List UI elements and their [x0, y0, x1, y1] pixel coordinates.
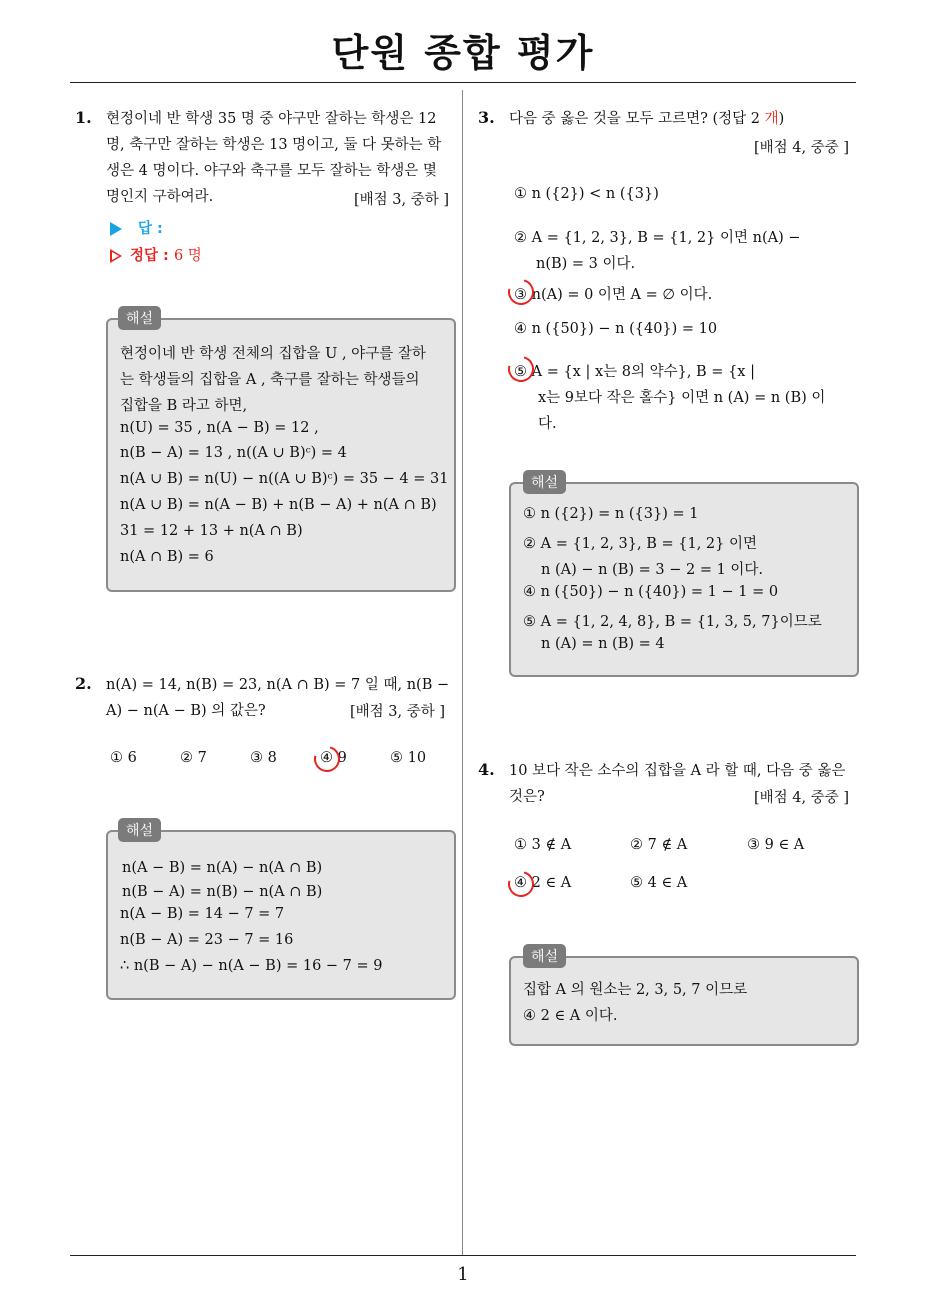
q3-choice-2-cont: n(B) = 3 이다.: [536, 256, 636, 272]
q1-line: 명, 축구만 잘하는 학생은 13 명이고, 둘 다 못하는 학: [106, 137, 442, 153]
sol-line: n (A) − n (B) = 3 − 2 = 1 이다.: [541, 562, 764, 578]
sol-line: n (A) = n (B) = 4: [541, 636, 665, 652]
sol-line: ⑤ A = {1, 2, 4, 8}, B = {1, 3, 5, 7}이므로: [523, 614, 822, 630]
sol-line: n(A ∪ B) = n(A − B) + n(B − A) + n(A ∩ B): [120, 497, 437, 513]
sol-line: 는 학생들의 집합을 A , 축구를 잘하는 학생들의: [120, 372, 420, 388]
q1-line: 명인지 구하여라.: [106, 189, 214, 205]
q4-choice-4[interactable]: ④ 2 ∈ A: [514, 875, 572, 891]
sol-line: n(A ∪ B) = n(U) − n((A ∪ B)ᶜ) = 35 − 4 = 31: [120, 471, 449, 487]
q4-line: 것은?: [509, 789, 545, 805]
q1-correct-row: [110, 244, 202, 265]
q1-correct-value: 6 명: [173, 248, 202, 264]
q1-solution-tag: 해설: [118, 306, 161, 330]
q3-choice-2[interactable]: ② A = {1, 2, 3}, B = {1, 2} 이면 n(A) −: [514, 230, 801, 246]
sol-line: 현정이네 반 학생 전체의 집합을 U , 야구를 잘하: [120, 346, 426, 362]
sol-line: n(A ∩ B) = 6: [120, 549, 214, 565]
q4-number: 4.: [478, 760, 495, 779]
q3-solution-tag: 해설: [523, 470, 566, 494]
q3-text-b: ): [778, 111, 785, 127]
q3-choice-3[interactable]: ③ n(A) = 0 이면 A = ∅ 이다.: [514, 287, 713, 303]
q1-line: 현정이네 반 학생 35 명 중 야구만 잘하는 학생은 12: [106, 111, 437, 127]
sol-line: n(B − A) = 23 − 7 = 16: [120, 932, 294, 948]
sol-line: ② A = {1, 2, 3}, B = {1, 2} 이면: [523, 536, 757, 552]
sol-line: ④ 2 ∈ A 이다.: [523, 1008, 618, 1024]
q3-meta: [배점 4, 중중 ]: [754, 140, 850, 156]
q2-meta: [배점 3, 중하 ]: [350, 704, 446, 720]
q2-number: 2.: [75, 674, 92, 693]
q2-choice-4[interactable]: ④ 9: [320, 750, 347, 766]
q3-choice-4[interactable]: ④ n ({50}) − n ({40}) = 10: [514, 321, 718, 337]
bottom-rule: [70, 1255, 856, 1256]
play-icon: [110, 222, 122, 236]
q2-line: n(A) = 14, n(B) = 23, n(A ∩ B) = 7 일 때, n(B −: [106, 677, 450, 693]
q1-correct-label: 정답 :: [130, 248, 169, 264]
sol-line: ∴ n(B − A) − n(A − B) = 16 − 7 = 9: [120, 958, 383, 974]
q3-solution-box: [509, 482, 859, 677]
sol-line: n(U) = 35 , n(A − B) = 12 ,: [120, 420, 319, 436]
sol-line: n(A − B) = n(A) − n(A ∩ B): [122, 860, 323, 876]
q4-choice-3[interactable]: ③ 9 ∈ A: [747, 837, 805, 853]
triangle-outline-icon: [110, 249, 122, 263]
q4-choice-2[interactable]: ② 7 ∉ A: [630, 837, 688, 853]
q2-choice-5[interactable]: ⑤ 10: [390, 750, 427, 766]
sol-line: 31 = 12 + 13 + n(A ∩ B): [120, 523, 303, 539]
top-rule: [70, 82, 856, 83]
q2-choice-3[interactable]: ③ 8: [250, 750, 277, 766]
q3-text-a: 다음 중 옳은 것을 모두 고르면? (정답 2: [509, 111, 765, 127]
q1-number: 1.: [75, 108, 92, 127]
page-title: 단원 종합 평가: [331, 31, 595, 75]
q1-answer-label: 답 :: [138, 221, 163, 237]
q4-choice-5[interactable]: ⑤ 4 ∈ A: [630, 875, 688, 891]
q2-solution-box: [106, 830, 456, 1000]
red-circle-mark: [503, 351, 539, 387]
q2-line: A) − n(A − B) 의 값은?: [106, 703, 266, 719]
q3-choice-5[interactable]: ⑤ A = {x | x는 8의 약수}, B = {x |: [514, 364, 755, 380]
sol-line: n(B − A) = 13 , n((A ∪ B)ᶜ) = 4: [120, 445, 347, 461]
column-divider: [462, 90, 463, 1255]
q4-line: 10 보다 작은 소수의 집합을 A 라 할 때, 다음 중 옳은: [509, 763, 846, 779]
sol-line: n(A − B) = 14 − 7 = 7: [120, 906, 285, 922]
q4-meta: [배점 4, 중중 ]: [754, 790, 850, 806]
q2-choice-2[interactable]: ② 7: [180, 750, 207, 766]
q2-choice-1[interactable]: ① 6: [110, 750, 137, 766]
sol-line: n(B − A) = n(B) − n(A ∩ B): [122, 884, 323, 900]
q4-solution-tag: 해설: [523, 944, 566, 968]
q4-solution-box: [509, 956, 859, 1046]
q3-number: 3.: [478, 108, 495, 127]
q3-choice-5-cont2: 다.: [538, 416, 557, 432]
q1-line: 생은 4 명이다. 야구와 축구를 모두 잘하는 학생은 몇: [106, 163, 437, 179]
red-circle-mark: [309, 741, 345, 777]
sol-line: 집합 A 의 원소는 2, 3, 5, 7 이므로: [523, 982, 748, 998]
q3-choice-5-cont: x는 9보다 작은 홀수} 이면 n (A) = n (B) 이: [538, 390, 826, 406]
sol-line: ④ n ({50}) − n ({40}) = 1 − 1 = 0: [523, 584, 779, 600]
red-circle-mark: [503, 274, 539, 310]
sol-line: 집합을 B 라고 하면,: [120, 398, 248, 414]
page-number: 1: [457, 1264, 469, 1285]
q4-choice-1[interactable]: ① 3 ∉ A: [514, 837, 572, 853]
sol-line: ① n ({2}) = n ({3}) = 1: [523, 506, 699, 522]
red-circle-mark: [503, 866, 539, 902]
q1-solution-box: [106, 318, 456, 592]
q2-solution-tag: 해설: [118, 818, 161, 842]
q3-choice-1[interactable]: ① n ({2}) < n ({3}): [514, 186, 659, 202]
q1-answer-row: [110, 217, 163, 238]
q3-text: [509, 106, 859, 132]
q3-text-red: 개: [764, 111, 779, 127]
q1-meta: [배점 3, 중하 ]: [354, 192, 450, 208]
